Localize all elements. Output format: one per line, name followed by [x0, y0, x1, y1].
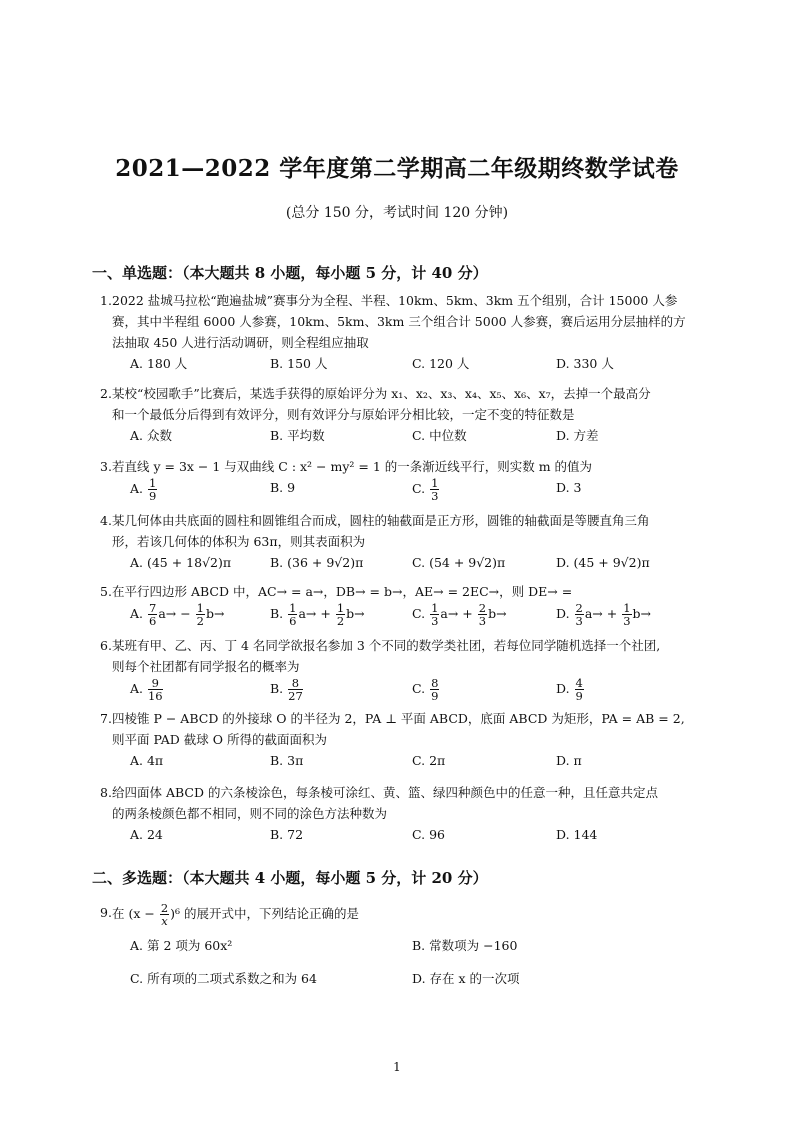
numerator: 1: [431, 476, 439, 490]
vector-term: b→: [488, 606, 507, 621]
fraction: [148, 477, 157, 502]
denominator: 6: [148, 614, 157, 628]
option-a: [130, 602, 224, 627]
denominator: 2: [336, 614, 345, 628]
option-label: A.: [130, 481, 147, 496]
question-9: [100, 901, 707, 989]
fraction: [160, 902, 169, 927]
question-stem-line: 某校“校园歌手”比赛后，某选手获得的原始评分为 x₁、x₂、x₃、x₄、x₅、x₆、x₇，去掉一个最高分: [112, 386, 651, 401]
question-stem-line: 赛，其中半程组 6000 人参赛，10km、5km、3km 三个组合计 5000 人参赛，赛后运用分层抽样的方: [112, 314, 686, 329]
vector-term: a→ +: [298, 606, 335, 621]
denominator: x: [161, 914, 168, 928]
question-stem-line: 则平面 PAD 截球 O 所得的截面面积为: [112, 732, 327, 747]
option-a: A. 24: [130, 827, 163, 842]
question-stem-line: 某班有甲、乙、丙、丁 4 名同学欲报名参加 3 个不同的数学类社团，若每位同学随机选择一个社团,: [112, 638, 661, 653]
option-b: B. 72: [270, 827, 304, 842]
option-c: [412, 602, 507, 627]
question-stem-line: [112, 902, 707, 927]
numerator: 9: [148, 677, 163, 690]
option-d: D. 存在 x 的一次项: [412, 971, 520, 986]
question-number: 7.: [100, 711, 112, 726]
question-stem-line: 在平行四边形 ABCD 中，AC→ = a→，DB→ = b→，AE→ = 2EC→，则 DE→ =: [112, 584, 573, 599]
numerator: 2: [575, 601, 583, 615]
option-d: D. 330 人: [556, 356, 614, 371]
options-row: [112, 677, 707, 705]
question-number: 4.: [100, 513, 112, 528]
denominator: 16: [147, 689, 163, 703]
question-stem-line: 和一个最低分后得到有效评分，则有效评分与原始评分相比较，一定不变的特征数是: [112, 407, 575, 422]
numerator: 1: [623, 601, 631, 615]
option-d: D. π: [556, 753, 582, 768]
denominator: 9: [431, 689, 439, 703]
vector-term: b→: [632, 606, 652, 621]
option-label: C.: [412, 606, 430, 621]
option-a: A. 180 人: [130, 356, 188, 371]
fraction: [148, 602, 157, 627]
question-stem-line: 2022 盐城马拉松“跑遍盐城”赛事分为全程、半程、10km、5km、3km 五个组别，合计 15000 人参: [112, 293, 678, 308]
question-stem-line: 四棱锥 P − ABCD 的外接球 O 的半径为 2，PA ⊥ 平面 ABCD，底面 ABCD 为矩形，PA = AB = 2,: [112, 711, 685, 726]
question-number: 9.: [100, 905, 112, 920]
option-label: D.: [556, 606, 574, 621]
question-stem-line: 某几何体由共底面的圆柱和圆锥组合而成，圆柱的轴截面是正方形，圆锥的轴截面是等腰直角三角: [112, 513, 650, 528]
option-label: A.: [130, 681, 147, 696]
section-heading-multiple-choice: 二、多选题：（本大题共 4 小题，每小题 5 分，计 20 分）: [92, 869, 488, 887]
option-d: D. (45 + 9√2)π: [556, 555, 650, 570]
stem-text: )⁶ 的展开式中，下列结论正确的是: [170, 906, 360, 921]
vector-term: a→ +: [584, 606, 622, 621]
option-d: D. 方差: [556, 428, 599, 443]
option-c: [412, 677, 440, 702]
option-c: C. 96: [412, 827, 445, 842]
options-row: [112, 552, 707, 573]
options-row: [112, 750, 707, 771]
option-label: D.: [556, 681, 574, 696]
fraction: [430, 477, 439, 502]
question-4: [100, 510, 707, 573]
option-b: B. (36 + 9√2)π: [270, 555, 364, 570]
fraction: [288, 602, 297, 627]
option-d: D. 144: [556, 827, 598, 842]
options-row: [112, 425, 707, 446]
question-number: 5.: [100, 584, 112, 599]
question-5: [100, 581, 707, 630]
denominator: 9: [148, 489, 157, 503]
option-b: B. 150 人: [270, 356, 328, 371]
option-a: A. 4π: [130, 753, 164, 768]
fraction: [622, 602, 631, 627]
numerator: 7: [148, 601, 157, 615]
options-row: [112, 968, 707, 989]
options-row: [112, 602, 707, 630]
question-stem-line: 若直线 y = 3x − 1 与双曲线 C : x² − my² = 1 的一条渐近线平行，则实数 m 的值为: [112, 459, 593, 474]
numerator: 1: [148, 476, 157, 490]
option-a: [130, 677, 164, 702]
vector-term: b→: [206, 606, 225, 621]
fraction: [575, 677, 584, 702]
question-number: 3.: [100, 459, 112, 474]
fraction: [575, 602, 584, 627]
question-8: [100, 782, 707, 845]
question-stem-line: 的两条棱颜色都不相同，则不同的涂色方法种数为: [112, 806, 388, 821]
denominator: 27: [288, 689, 303, 703]
option-a: A. (45 + 18√2)π: [130, 555, 232, 570]
question-1: [100, 290, 707, 374]
question-stem-line: 给四面体 ABCD 的六条棱涂色，每条棱可涂红、黄、篮、绿四种颜色中的任意一种，且任意共定点: [112, 785, 658, 800]
stem-text: 在 (x −: [112, 906, 159, 921]
exam-title: 2021—2022 学年度第二学期高二年级期终数学试卷: [115, 155, 679, 182]
denominator: 3: [478, 614, 487, 628]
denominator: 3: [623, 614, 631, 628]
option-c: C. 2π: [412, 753, 446, 768]
fraction: [288, 677, 303, 702]
option-b: [270, 677, 304, 702]
numerator: 2: [478, 601, 487, 615]
question-number: 8.: [100, 785, 112, 800]
numerator: 1: [289, 601, 297, 615]
option-a: A. 第 2 项为 60x²: [130, 938, 233, 953]
question-7: [100, 708, 707, 771]
option-c: [412, 477, 440, 502]
option-label: C.: [412, 481, 430, 496]
numerator: 8: [431, 676, 439, 690]
question-number: 1.: [100, 293, 112, 308]
options-row: [112, 477, 707, 505]
option-b: [270, 602, 365, 627]
page-number: 1: [393, 1060, 401, 1074]
option-c: C. 120 人: [412, 356, 470, 371]
question-stem-line: 则每个社团都有同学报名的概率为: [112, 659, 300, 674]
options-row: [112, 353, 707, 374]
option-b: B. 9: [270, 480, 296, 495]
fraction: [336, 602, 345, 627]
exam-subtitle: (总分 150 分，考试时间 120 分钟): [285, 205, 509, 221]
numerator: 8: [288, 677, 303, 690]
vector-term: b→: [346, 606, 365, 621]
question-6: [100, 635, 707, 705]
question-number: 2.: [100, 386, 112, 401]
option-label: B.: [270, 606, 288, 621]
denominator: 2: [196, 614, 204, 628]
options-row: [112, 935, 707, 956]
numerator: 1: [196, 601, 204, 615]
question-2: [100, 383, 707, 446]
option-b: B. 平均数: [270, 428, 325, 443]
option-a: [130, 477, 158, 502]
option-label: C.: [412, 681, 430, 696]
denominator: 6: [289, 614, 297, 628]
question-stem-line: 形，若该几何体的体积为 63π，则其表面积为: [112, 534, 366, 549]
fraction: [430, 602, 439, 627]
fraction: [430, 677, 439, 702]
vector-term: a→ +: [440, 606, 477, 621]
question-number: 6.: [100, 638, 112, 653]
option-d: D. 3: [556, 480, 582, 495]
option-d: [556, 602, 651, 627]
options-row: [112, 824, 707, 845]
numerator: 1: [431, 601, 439, 615]
option-c: C. (54 + 9√2)π: [412, 555, 506, 570]
numerator: 1: [336, 601, 345, 615]
fraction: [478, 602, 487, 627]
option-c: C. 中位数: [412, 428, 467, 443]
denominator: 3: [431, 489, 439, 503]
vector-term: a→ −: [158, 606, 195, 621]
numerator: 4: [575, 676, 583, 690]
denominator: 3: [431, 614, 439, 628]
section-heading-single-choice: 一、单选题：（本大题共 8 小题，每小题 5 分，计 40 分）: [92, 264, 488, 282]
numerator: 2: [160, 901, 169, 915]
option-d: [556, 677, 585, 702]
option-a: A. 众数: [130, 428, 172, 443]
fraction: [196, 602, 205, 627]
option-label: B.: [270, 681, 288, 696]
question-3: [100, 456, 707, 505]
denominator: 3: [575, 614, 583, 628]
option-b: B. 常数项为 −160: [412, 938, 518, 953]
question-stem-line: 法抽取 450 人进行活动调研，则全程组应抽取: [112, 335, 369, 350]
option-label: A.: [130, 606, 147, 621]
option-b: B. 3π: [270, 753, 304, 768]
fraction: [148, 677, 163, 702]
denominator: 9: [575, 689, 583, 703]
option-c: C. 所有项的二项式系数之和为 64: [130, 971, 317, 986]
